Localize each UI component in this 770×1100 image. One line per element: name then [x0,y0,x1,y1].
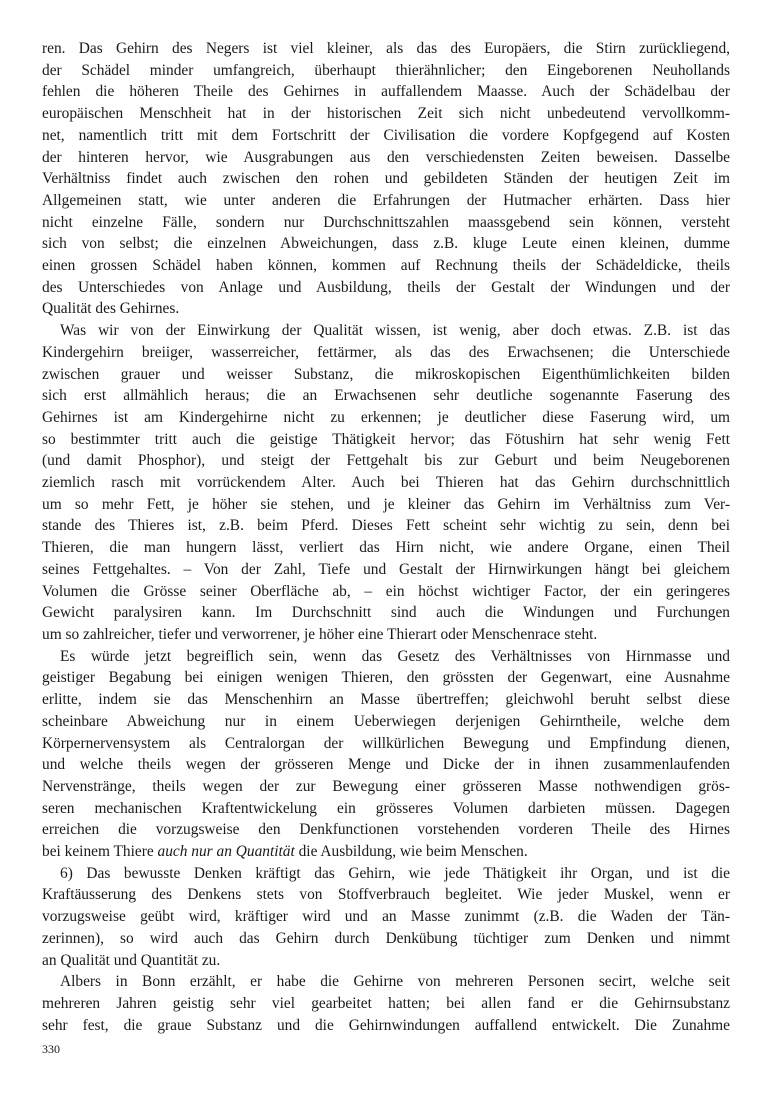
text-span: die Ausbildung, wie beim Menschen. [294,843,528,861]
text-line: der hinteren hervor, wie Ausgrabungen aus den verschiedensten Zeiten beweisen. Dasselbe [42,148,730,166]
text-line: Gehirnes ist am Kindergehirne nicht zu erkennen; je deutlicher diese Faserung wird, um [42,408,730,426]
text-line [42,841,730,863]
text-line: Gewicht paralysiren kann. Im Durchschnitt sind auch die Windungen und Furchungen [42,604,730,622]
text-line: fehlen die höheren Theile des Gehirnes in auffallendem Maasse. Auch der Schädelbau der [42,83,730,101]
page-number: 330 [42,1042,60,1056]
text-line: (und damit Phosphor), und steigt der Fettgehalt bis zur Geburt und beim Neugeborenen [42,452,730,470]
text-line: mehreren Jahren geistig sehr viel gearbeitet hatten; bei allen fand er die Gehirnsubstanz [42,994,730,1012]
text-line: der Schädel minder umfangreich, überhaupt thierähnlicher; den Eingeborenen Neuhollands [42,61,730,79]
text-line: Allgemeinen statt, wie unter anderen die Erfahrungen der Hutmacher erhärten. Dass hier [42,191,730,209]
text-line: sich von selbst; die einzelnen Abweichungen, dass z.B. kluge Leute einen kleinen, dumme [42,235,730,253]
text-line: Was wir von der Einwirkung der Qualität wissen, ist wenig, aber doch etwas. Z.B. ist das [60,322,730,340]
text-line: so bestimmter tritt auch die geistige Thätigkeit hervor; das Fötushirn hat sehr wenig Fett [42,430,730,448]
text-line: geistiger Begabung bei einigen wenigen Thieren, den grössten der Gegenwart, eine Ausnahme [42,669,730,687]
text-line: zerinnen), so wird auch das Gehirn durch Denkübung tüchtiger zum Denken und nimmt [42,929,730,947]
text-line: Nervenstränge, theils wegen der zur Bewegung einer grösseren Masse nothwendigen grös- [42,777,730,795]
text-line: Körpernervensystem als Centralorgan der willkürlichen Bewegung und Empfindung dienen, [42,734,730,752]
text-line: ziemlich rasch mit vorrückendem Alter. Auch bei Thieren hat das Gehirn durchschnittlich [42,474,730,492]
text-line: erreichen die vorzugsweise den Denkfunctionen vorstehenden vorderen Theile des Hirnes [42,821,730,839]
text-line: europäischen Menschheit hat in der historischen Zeit sich nicht unbedeutend vervollkomm- [42,105,730,123]
text-line: sehr fest, die graue Substanz und die Gehirnwindungen auffallend entwickelt. Die Zunahme [42,1016,730,1034]
text-line: sich erst allmählich heraus; die an Erwachsenen sehr deutliche sogenannte Faserung des [42,387,730,405]
text-line: um so zahlreicher, tiefer und verworrener, je höher eine Thierart oder Menschenrace steht. [42,625,598,643]
text-line: zwischen grauer und weisser Substanz, die mikroskopischen Eigenthümlichkeiten bilden [42,365,730,383]
text-line: Verhältniss findet auch zwischen den rohen und gebildeten Ständen der heutigen Zeit im [42,170,730,188]
text-line: Kraftäusserung des Denkens stets von Stoffverbrauch begleitet. Wie jeder Muskel, wenn er [42,886,730,904]
text-line: vorzugsweise geübt wird, kräftiger wird und an Masse zunimmt (z.B. die Waden der Tän- [42,908,730,926]
text-line: Es würde jetzt begreiflich sein, wenn das Gesetz des Verhältnisses von Hirnmasse und [60,647,730,665]
text-line: um so mehr Fett, je höher sie stehen, und je kleiner das Gehirn im Verhältniss zum Ver- [42,495,730,513]
text-line: scheinbare Abweichung nur in einem Ueberwiegen derjenigen Gehirntheile, welche dem [42,712,730,730]
text-line: Thieren, die man hungern lässt, verliert das Hirn nicht, wie andere Organe, einen Theil [42,539,730,557]
text-line: Qualität des Gehirnes. [42,300,180,318]
text-line: Kindergehirn breiiger, wasserreicher, fettärmer, als das des Erwachsenen; die Unterschiede [42,343,730,361]
text-line: stande des Thieres ist, z.B. beim Pferd. Dieses Fett scheint sehr wichtig zu sein, denn bei [42,517,730,535]
text-line: 6) Das bewusste Denken kräftigt das Gehirn, wie jede Thätigkeit ihr Organ, und ist die [60,864,730,882]
text-line: seren mechanischen Kraftentwickelung ein grösseres Volumen darbieten müssen. Dagegen [42,799,730,817]
text-line: nicht einzelne Fälle, sondern nur Durchschnittszahlen maassgebend sein können, versteht [42,213,730,231]
emphasis-text: auch nur an Quantität [157,843,295,861]
text-line: Albers in Bonn erzählt, er habe die Gehirne von mehreren Personen secirt, welche seit [60,973,730,991]
text-line: seines Fettgehaltes. – Von der Zahl, Tiefe und Gestalt der Hirnwirkungen hängt bei gleichem [42,560,730,578]
text-span: bei keinem Thiere [42,843,158,861]
text-line: erlitte, indem sie das Menschenhirn an Masse übertreffen; gleichwohl beruht selbst diese [42,691,730,709]
text-line: und welche theils wegen der grösseren Menge und Dicke der in ihnen zusammenlaufenden [42,756,730,774]
text-line: ren. Das Gehirn des Negers ist viel kleiner, als das des Europäers, die Stirn zurückliegend, [42,40,730,57]
text-line: net, namentlich tritt mit dem Fortschritt der Civilisation die vordere Kopfgegend auf Kosten [42,126,730,144]
text-line: Volumen die Grösse seiner Oberfläche ab, – ein höchst wichtiger Factor, der ein geringeres [42,582,730,600]
page-body [42,38,730,1036]
text-line: an Qualität und Quantität zu. [42,951,221,969]
text-line: einen grossen Schädel haben können, kommen auf Rechnung theils der Schädeldicke, theils [42,257,730,275]
text-line: des Unterschiedes von Anlage und Ausbildung, theils der Gestalt der Windungen und der [42,278,730,296]
